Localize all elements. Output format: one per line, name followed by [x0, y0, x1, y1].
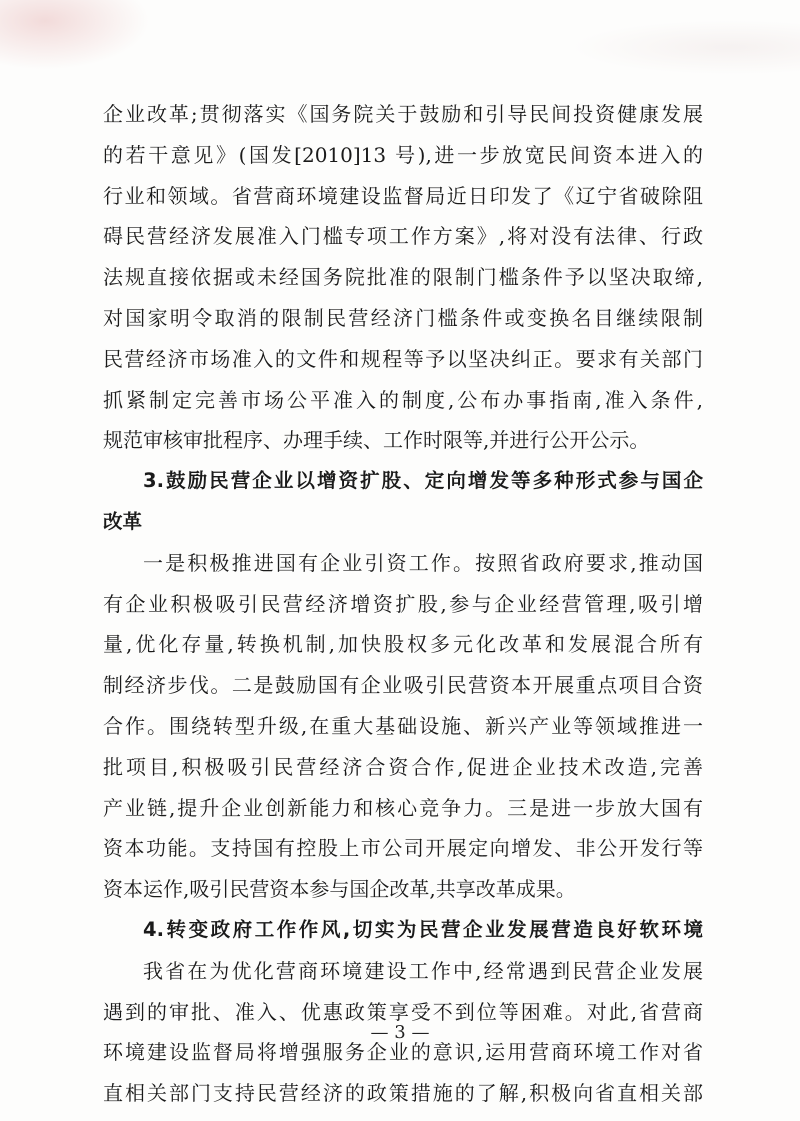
paragraph-line: 抓紧制定完善市场公平准入的制度,公布办事指南,准入条件, — [103, 387, 703, 412]
document-body — [103, 94, 703, 1114]
paragraph-line: 规范审核审批程序、办理手续、工作时限等,并进行公开公示。 — [103, 428, 650, 453]
paragraph-line: 对国家明令取消的限制民营经济门槛条件或变换名目继续限制 — [103, 305, 703, 330]
section-heading-line: 4.转变政府工作作风,切实为民营企业发展营造良好软环境 — [143, 917, 703, 941]
section-heading-line: 改革 — [103, 509, 143, 533]
scan-stain-right — [570, 20, 800, 75]
paragraph-line: 量,优化存量,转换机制,加快股权多元化改革和发展混合所有 — [103, 632, 703, 657]
paragraph-line: 行业和领域。省营商环境建设监督局近日印发了《辽宁省破除阻 — [103, 183, 703, 208]
paragraph-line: 遇到的审批、准入、优惠政策享受不到位等困难。对此,省营商 — [103, 999, 703, 1024]
page-number: — 3 — — [370, 1022, 430, 1043]
scan-stain — [0, 0, 150, 70]
paragraph-line: 直相关部门支持民营经济的政策措施的了解,积极向省直相关部 — [103, 1081, 703, 1106]
paragraph-line: 法规直接依据或未经国务院批准的限制门槛条件予以坚决取缔, — [103, 265, 703, 290]
paragraph-line: 碍民营经济发展准入门槛专项工作方案》,将对没有法律、行政 — [103, 224, 703, 249]
paragraph-line: 合作。围绕转型升级,在重大基础设施、新兴产业等领域推进一 — [103, 713, 703, 738]
paragraph-line: 一是积极推进国有企业引资工作。按照省政府要求,推动国 — [143, 550, 703, 575]
paragraph-line: 有企业积极吸引民营经济增资扩股,参与企业经营管理,吸引增 — [103, 591, 703, 616]
paragraph-line: 产业链,提升企业创新能力和核心竞争力。三是进一步放大国有 — [103, 795, 703, 820]
section-heading-line: 3.鼓励民营企业以增资扩股、定向增发等多种形式参与国企 — [143, 469, 703, 493]
paragraph-line: 批项目,积极吸引民营经济合资合作,促进企业技术改造,完善 — [103, 754, 703, 779]
paragraph-line: 环境建设监督局将增强服务企业的意识,运用营商环境工作对省 — [103, 1040, 703, 1065]
paragraph-line: 民营经济市场准入的文件和规程等予以坚决纠正。要求有关部门 — [103, 346, 703, 371]
paragraph-line: 我省在为优化营商环境建设工作中,经常遇到民营企业发展 — [143, 958, 703, 983]
paragraph-line: 的若干意见》(国发[2010]13 号),进一步放宽民间资本进入的 — [103, 142, 703, 167]
paragraph-line: 企业改革;贯彻落实《国务院关于鼓励和引导民间投资健康发展 — [103, 102, 703, 126]
paragraph-line: 资本功能。支持国有控股上市公司开展定向增发、非公开发行等 — [103, 836, 703, 861]
paragraph-line: 资本运作,吸引民营资本参与国企改革,共享改革成果。 — [103, 877, 576, 902]
paragraph-line: 制经济步伐。二是鼓励国有企业吸引民营资本开展重点项目合资 — [103, 673, 703, 698]
